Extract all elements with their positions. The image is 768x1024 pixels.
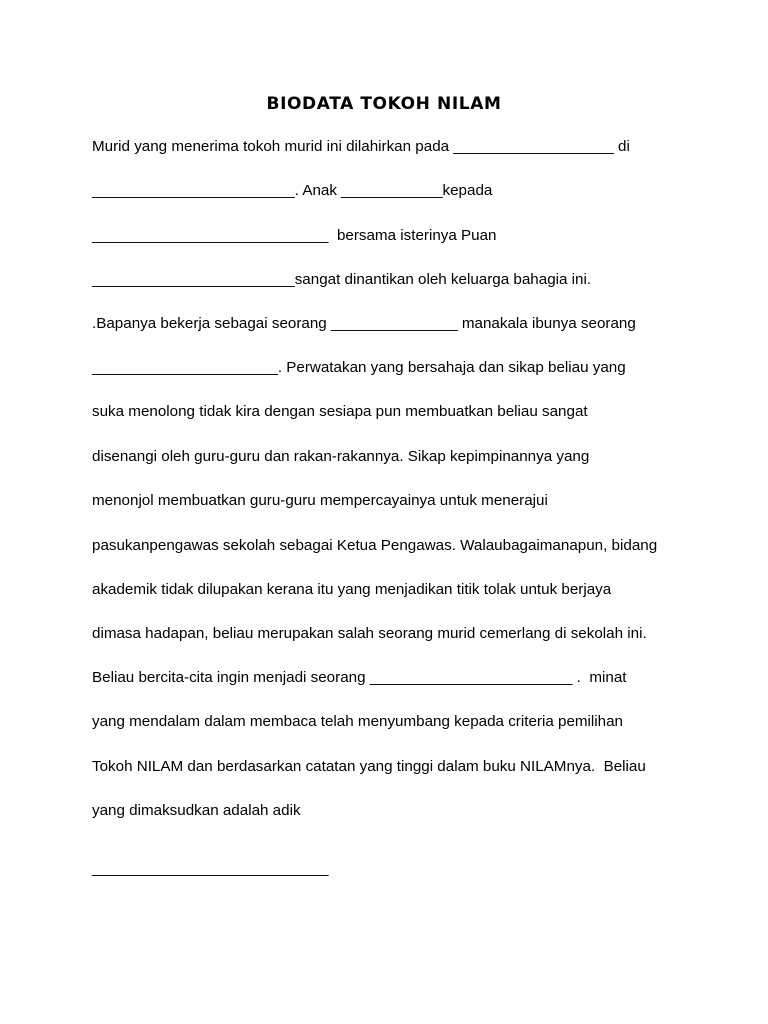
body-text-line: Tokoh NILAM dan berdasarkan catatan yang tinggi dalam buku NILAMnya. Beliau (92, 758, 646, 775)
document-title: BIODATA TOKOH NILAM (266, 94, 502, 114)
body-text-line: ________________________. Anak ____________kepada (92, 182, 493, 199)
answer-blank-line: ____________________________ (92, 860, 329, 877)
body-text-line: Beliau bercita-cita ingin menjadi seorang ________________________ . minat (92, 669, 627, 686)
body-text-line: ____________________________ bersama isterinya Puan (92, 227, 497, 244)
body-text-line: .Bapanya bekerja sebagai seorang _______________ manakala ibunya seorang (92, 315, 636, 332)
body-text-line: pasukanpengawas sekolah sebagai Ketua Pengawas. Walaubagaimanapun, bidang (92, 537, 658, 554)
body-text-line: ______________________. Perwatakan yang bersahaja dan sikap beliau yang (92, 359, 626, 376)
body-text-line: suka menolong tidak kira dengan sesiapa pun membuatkan beliau sangat (92, 403, 588, 420)
body-text-line: disenangi oleh guru-guru dan rakan-rakannya. Sikap kepimpinannya yang (92, 448, 590, 465)
body-text-line: yang dimaksudkan adalah adik (92, 802, 301, 819)
body-text-line: Murid yang menerima tokoh murid ini dilahirkan pada ___________________ di (92, 138, 630, 155)
body-text-line: yang mendalam dalam membaca telah menyumbang kepada criteria pemilihan (92, 713, 624, 730)
body-text-line: ________________________sangat dinantikan oleh keluarga bahagia ini. (92, 271, 592, 288)
body-text-line: menonjol membuatkan guru-guru mempercayainya untuk menerajui (92, 492, 548, 509)
body-text-line: dimasa hadapan, beliau merupakan salah seorang murid cemerlang di sekolah ini. (92, 625, 647, 642)
body-text-line: akademik tidak dilupakan kerana itu yang menjadikan titik tolak untuk berjaya (92, 581, 612, 598)
